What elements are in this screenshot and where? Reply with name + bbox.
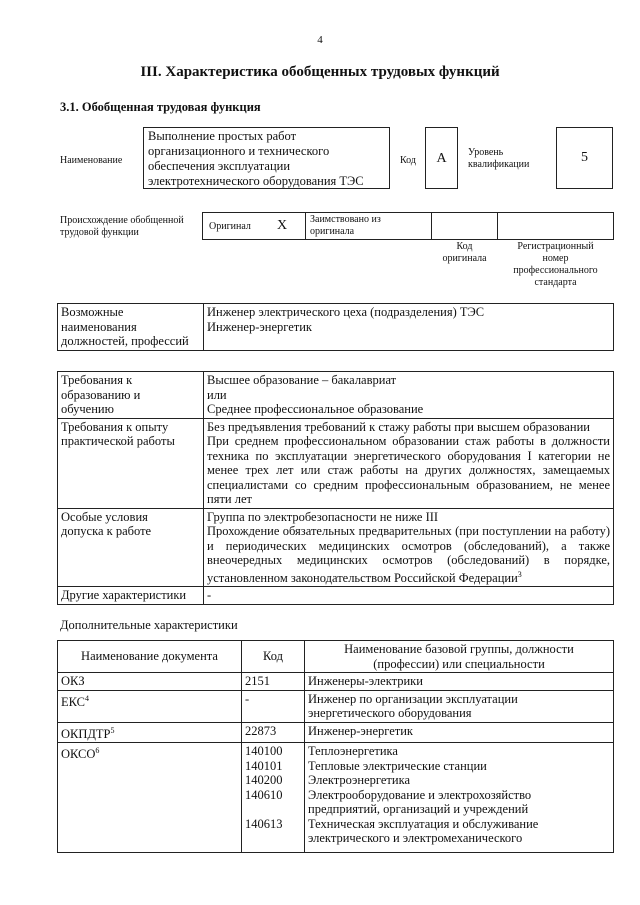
special-value-cell [204, 508, 614, 587]
requirements-table [57, 371, 614, 605]
level-value: 5 [581, 150, 588, 165]
okso-name: Техническая эксплуатация и обслуживание [308, 816, 539, 831]
header-doc: Наименование документа [58, 641, 242, 673]
additional-table [57, 640, 614, 853]
okz-code: 2151 [242, 673, 305, 691]
okso-code: 140101 [245, 758, 283, 773]
table-row [58, 673, 614, 691]
borrowed-label-line-1: Заимствовано из [310, 214, 381, 225]
header-name-line-2: (профессии) или специальности [373, 656, 545, 671]
okso-codes [242, 743, 305, 853]
okso-code [245, 831, 301, 846]
special-line-2 [207, 524, 610, 585]
special-label-line-1: Особые условия [61, 509, 148, 524]
experience-line-2: При среднем профессиональном образовании стаж работы в должности техника по эксплуатации энергетического оборудования I категории не менее трех лет или стаж работы на других должностях, замещаемых специалистами со средним профессиональным образованием, не менее пяти лет [207, 434, 610, 506]
registration-number-caption [497, 241, 614, 289]
special-row [58, 508, 614, 587]
position-1: Инженер электрического цеха (подразделения) ТЭС [207, 305, 485, 319]
other-value-cell: - [204, 587, 614, 605]
eks-name [305, 690, 614, 722]
level-label-line-2: квалификации [468, 159, 530, 170]
subsection-title: 3.1. Обобщенная трудовая функция [60, 100, 261, 114]
experience-row [58, 418, 614, 508]
education-value-cell [204, 372, 614, 419]
education-label-cell [58, 372, 204, 419]
education-label-line-3: обучению [61, 402, 114, 416]
eks-doc-text: ЕКС [61, 694, 85, 709]
additional-header-row [58, 641, 614, 673]
experience-label-cell [58, 418, 204, 508]
positions-value-cell [204, 304, 614, 351]
education-line-2: или [207, 387, 227, 402]
function-name-box [143, 127, 390, 189]
education-label-line-1: Требования к [61, 373, 133, 387]
okso-code: 140613 [245, 816, 283, 831]
position-2: Инженер-энергетик [207, 319, 312, 334]
eks-doc [58, 690, 242, 722]
footnote-4: 4 [85, 693, 89, 703]
origin-label-line-2: трудовой функции [60, 227, 139, 238]
okso-name: Электрооборудование и электрохозяйство [308, 787, 532, 802]
okso-code: 140100 [245, 744, 283, 759]
original-label: Оригинал [209, 221, 251, 232]
okso-doc-text: ОКСО [61, 747, 96, 762]
positions-row [58, 304, 614, 351]
table-row [58, 722, 614, 743]
okso-code: 140200 [245, 773, 283, 788]
okso-doc [58, 743, 242, 853]
origin-label [60, 215, 184, 239]
table-row [58, 690, 614, 722]
okpdtr-doc-text: ОКПДТР [61, 726, 111, 741]
origin-label-line-1: Происхождение обобщенной [60, 215, 184, 226]
experience-label-line-2: практической работы [61, 434, 175, 448]
eks-code: - [242, 690, 305, 722]
footnote-3: 3 [517, 569, 522, 579]
okpdtr-code: 22873 [242, 722, 305, 743]
reg-caption-line-2: номер [542, 253, 569, 264]
other-label-cell: Другие характеристики [58, 587, 204, 605]
page-number: 4 [317, 34, 323, 46]
level-label [468, 147, 529, 171]
header-code: Код [242, 641, 305, 673]
positions-label-cell [58, 304, 204, 351]
level-box [556, 127, 613, 189]
footnote-5: 5 [110, 725, 115, 735]
experience-label-line-1: Требования к опыту [61, 419, 169, 434]
reg-caption-line-1: Регистрационный [517, 241, 594, 252]
original-code-caption-line-1: Код [456, 241, 473, 252]
okso-name: предприятий, организаций и учреждений [308, 802, 529, 817]
education-line-3: Среднее профессиональное образование [207, 402, 424, 416]
experience-line-1: Без предъявления требований к стажу работы при высшем образовании [207, 419, 590, 434]
additional-title: Дополнительные характеристики [60, 618, 238, 632]
function-code-box [425, 127, 458, 189]
okz-name: Инженеры-электрики [305, 673, 614, 691]
other-row [58, 587, 614, 605]
header-name [305, 641, 614, 673]
original-code-box [431, 212, 498, 240]
section-title: III. Характеристика обобщенных трудовых функций [140, 64, 500, 80]
positions-label-line-2: наименования [61, 319, 137, 334]
positions-label-line-1: Возможные [61, 305, 124, 319]
okpdtr-doc [58, 722, 242, 743]
borrowed-box [305, 212, 432, 240]
special-label-cell [58, 508, 204, 587]
okso-code: 140610 [245, 787, 283, 802]
code-label: Код [400, 155, 416, 166]
okso-name: Тепловые электрические станции [308, 758, 487, 773]
special-line-1: Группа по электробезопасности не ниже III [207, 509, 439, 524]
positions-table [57, 303, 614, 351]
name-label: Наименование [60, 155, 123, 166]
special-line-2-text: Прохождение обязательных предварительных (при поступлении на работу) и периодических медицинских осмотров (обследований), а также внеочередных медицинских осмотров (обследований) в порядке, установленном законодательством Российской Федерации [207, 524, 610, 585]
function-name-value: Выполнение простых работ организационного и технического обеспечения эксплуатации электротехнического оборудования ТЭС [148, 129, 364, 188]
borrowed-label-line-2: оригинала [310, 226, 355, 237]
okso-name: электрического и электромеханического [308, 831, 523, 846]
okso-names [305, 743, 614, 853]
education-row [58, 372, 614, 419]
okso-code [245, 802, 301, 817]
original-code-caption [431, 241, 498, 265]
experience-value-cell [204, 418, 614, 508]
eks-name-line-1: Инженер по организации эксплуатации [308, 691, 518, 706]
footnote-6: 6 [95, 746, 100, 756]
registration-number-box [497, 212, 614, 240]
special-label-line-2: допуска к работе [61, 524, 152, 538]
function-code-value: А [436, 150, 447, 166]
original-code-caption-line-2: оригинала [442, 253, 487, 264]
okz-doc: ОКЗ [58, 673, 242, 691]
education-line-1: Высшее образование – бакалавриат [207, 373, 397, 387]
okso-name: Теплоэнергетика [308, 744, 398, 759]
positions-label-line-3: должностей, профессий [61, 334, 189, 348]
education-label-line-2: образованию и [61, 387, 141, 402]
original-mark: X [277, 218, 288, 233]
reg-caption-line-3: профессионального [513, 265, 598, 276]
reg-caption-line-4: стандарта [534, 277, 577, 288]
table-row [58, 743, 614, 853]
eks-name-line-2: энергетического оборудования [308, 706, 472, 720]
header-name-line-1: Наименование базовой группы, должности [344, 642, 574, 656]
okso-name: Электроэнергетика [308, 773, 410, 788]
level-label-line-1: Уровень [468, 147, 504, 158]
original-box [202, 212, 306, 240]
okpdtr-name: Инженер-энергетик [305, 722, 614, 743]
